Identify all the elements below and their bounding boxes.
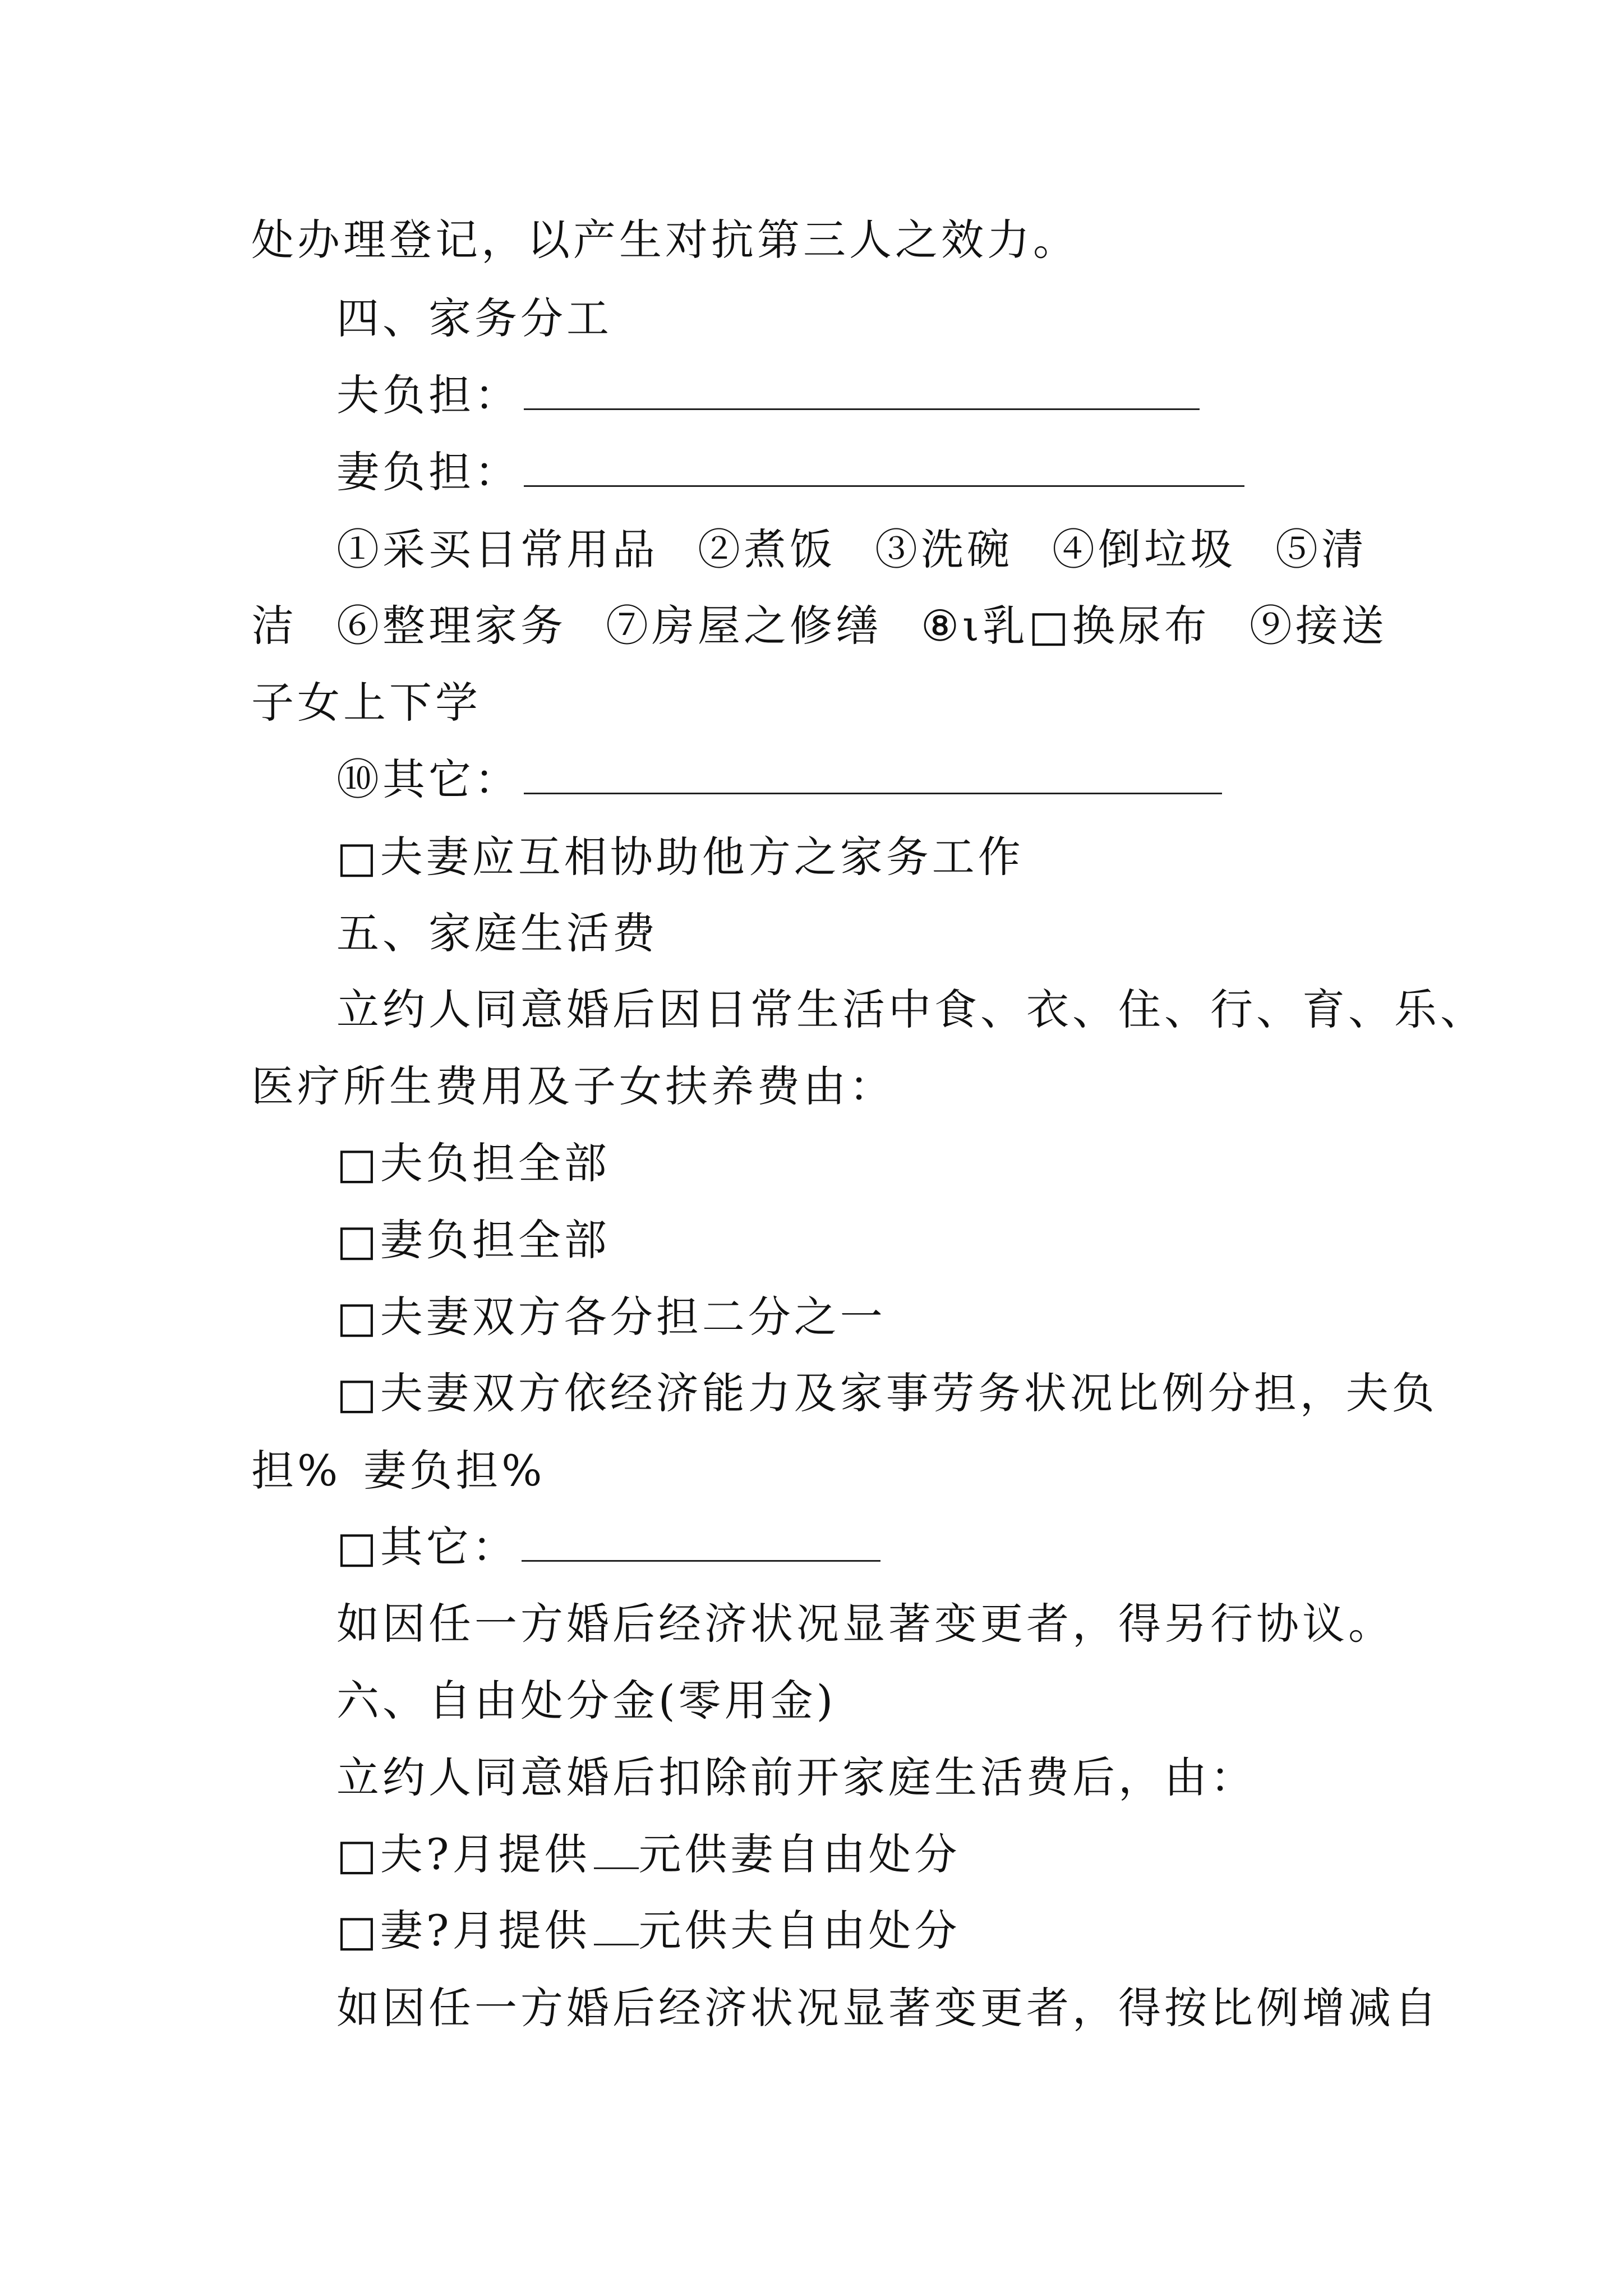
ratio-line [251,1443,1395,1499]
list-item: ⑦房屋之修缮 [606,601,882,651]
wife-ratio-label: 妻负担% [363,1446,546,1496]
allowance-label: □夫?月提供 [336,1829,591,1879]
checkbox-option: □妻负担全部 [336,1215,610,1265]
other-expense-line [336,1519,1396,1575]
husband-duties-line [336,367,1396,424]
husband-duties-label: 夫负担： [336,370,520,420]
amount-blank [594,1833,639,1869]
allowance-option [336,1903,1396,1959]
checkbox-option: □夫妻应互相协助他方之家务工作 [336,832,1024,882]
list-item: ⑤清 [1275,524,1367,574]
list-item: ③洗碗 [875,524,1013,574]
text-line: 子女上下学 [251,678,481,728]
checkbox-option: □夫妻双方各分担二分之一 [336,1292,886,1342]
wife-duties-label: 妻负担： [336,447,520,497]
text-line: 立约人同意婚后扣除前开家庭生活费后，由： [336,1752,1256,1802]
text-line: 立约人同意婚后因日常生活中食、衣、住、行、育、乐、 [336,984,1486,1034]
list-item: ②煮饭 [698,524,836,574]
other-expense-label: □其它： [336,1522,518,1572]
chores-list-line [251,598,1395,654]
text-line: 如因任一方婚后经济状况显著变更者，得另行协议。 [336,1599,1394,1649]
wife-duties-line [336,444,1396,500]
list-item: 洁 [251,601,297,651]
list-item: ⑧ι乳□换尿布 [921,601,1210,651]
husband-duties-blank [524,374,1200,410]
text-line: 医疗所生费用及子女扶养费由： [251,1061,895,1111]
allowance-option [336,1826,1396,1883]
checkbox-option: □夫负担全部 [336,1138,610,1188]
text-line: 处办理登记，以产生对抗第三人之效力。 [251,215,1079,265]
allowance-label: □妻?月提供 [336,1906,591,1955]
checkbox-option: □夫妻双方依经济能力及家事劳务状况比例分担，夫负 [336,1368,1438,1418]
allowance-suffix: 元供妻自由处分 [638,1829,961,1879]
other-chores-line [336,752,1396,808]
section-heading: 五、家庭生活费 [336,908,658,958]
chores-list-line [336,522,1396,578]
list-item: ①采买日常用品 [336,524,658,574]
other-chores-blank [524,758,1222,794]
text-line: 如因任一方婚后经济状况显著变更者，得按比例增减自 [336,1983,1440,2033]
section-heading: 四、家务分工 [336,293,612,343]
allowance-suffix: 元供夫自由处分 [638,1906,961,1955]
husband-ratio-label: 担% [251,1446,342,1496]
list-item: ⑨接送 [1249,601,1387,651]
other-expense-blank [522,1525,880,1562]
amount-blank [594,1909,639,1945]
other-chores-label: ⑩其它： [336,754,520,804]
list-item: ⑥整理家务 [336,601,566,651]
section-heading: 六、自由处分金(零用金) [336,1676,837,1726]
list-item: ④倒垃圾 [1052,524,1236,574]
wife-duties-blank [524,450,1244,487]
